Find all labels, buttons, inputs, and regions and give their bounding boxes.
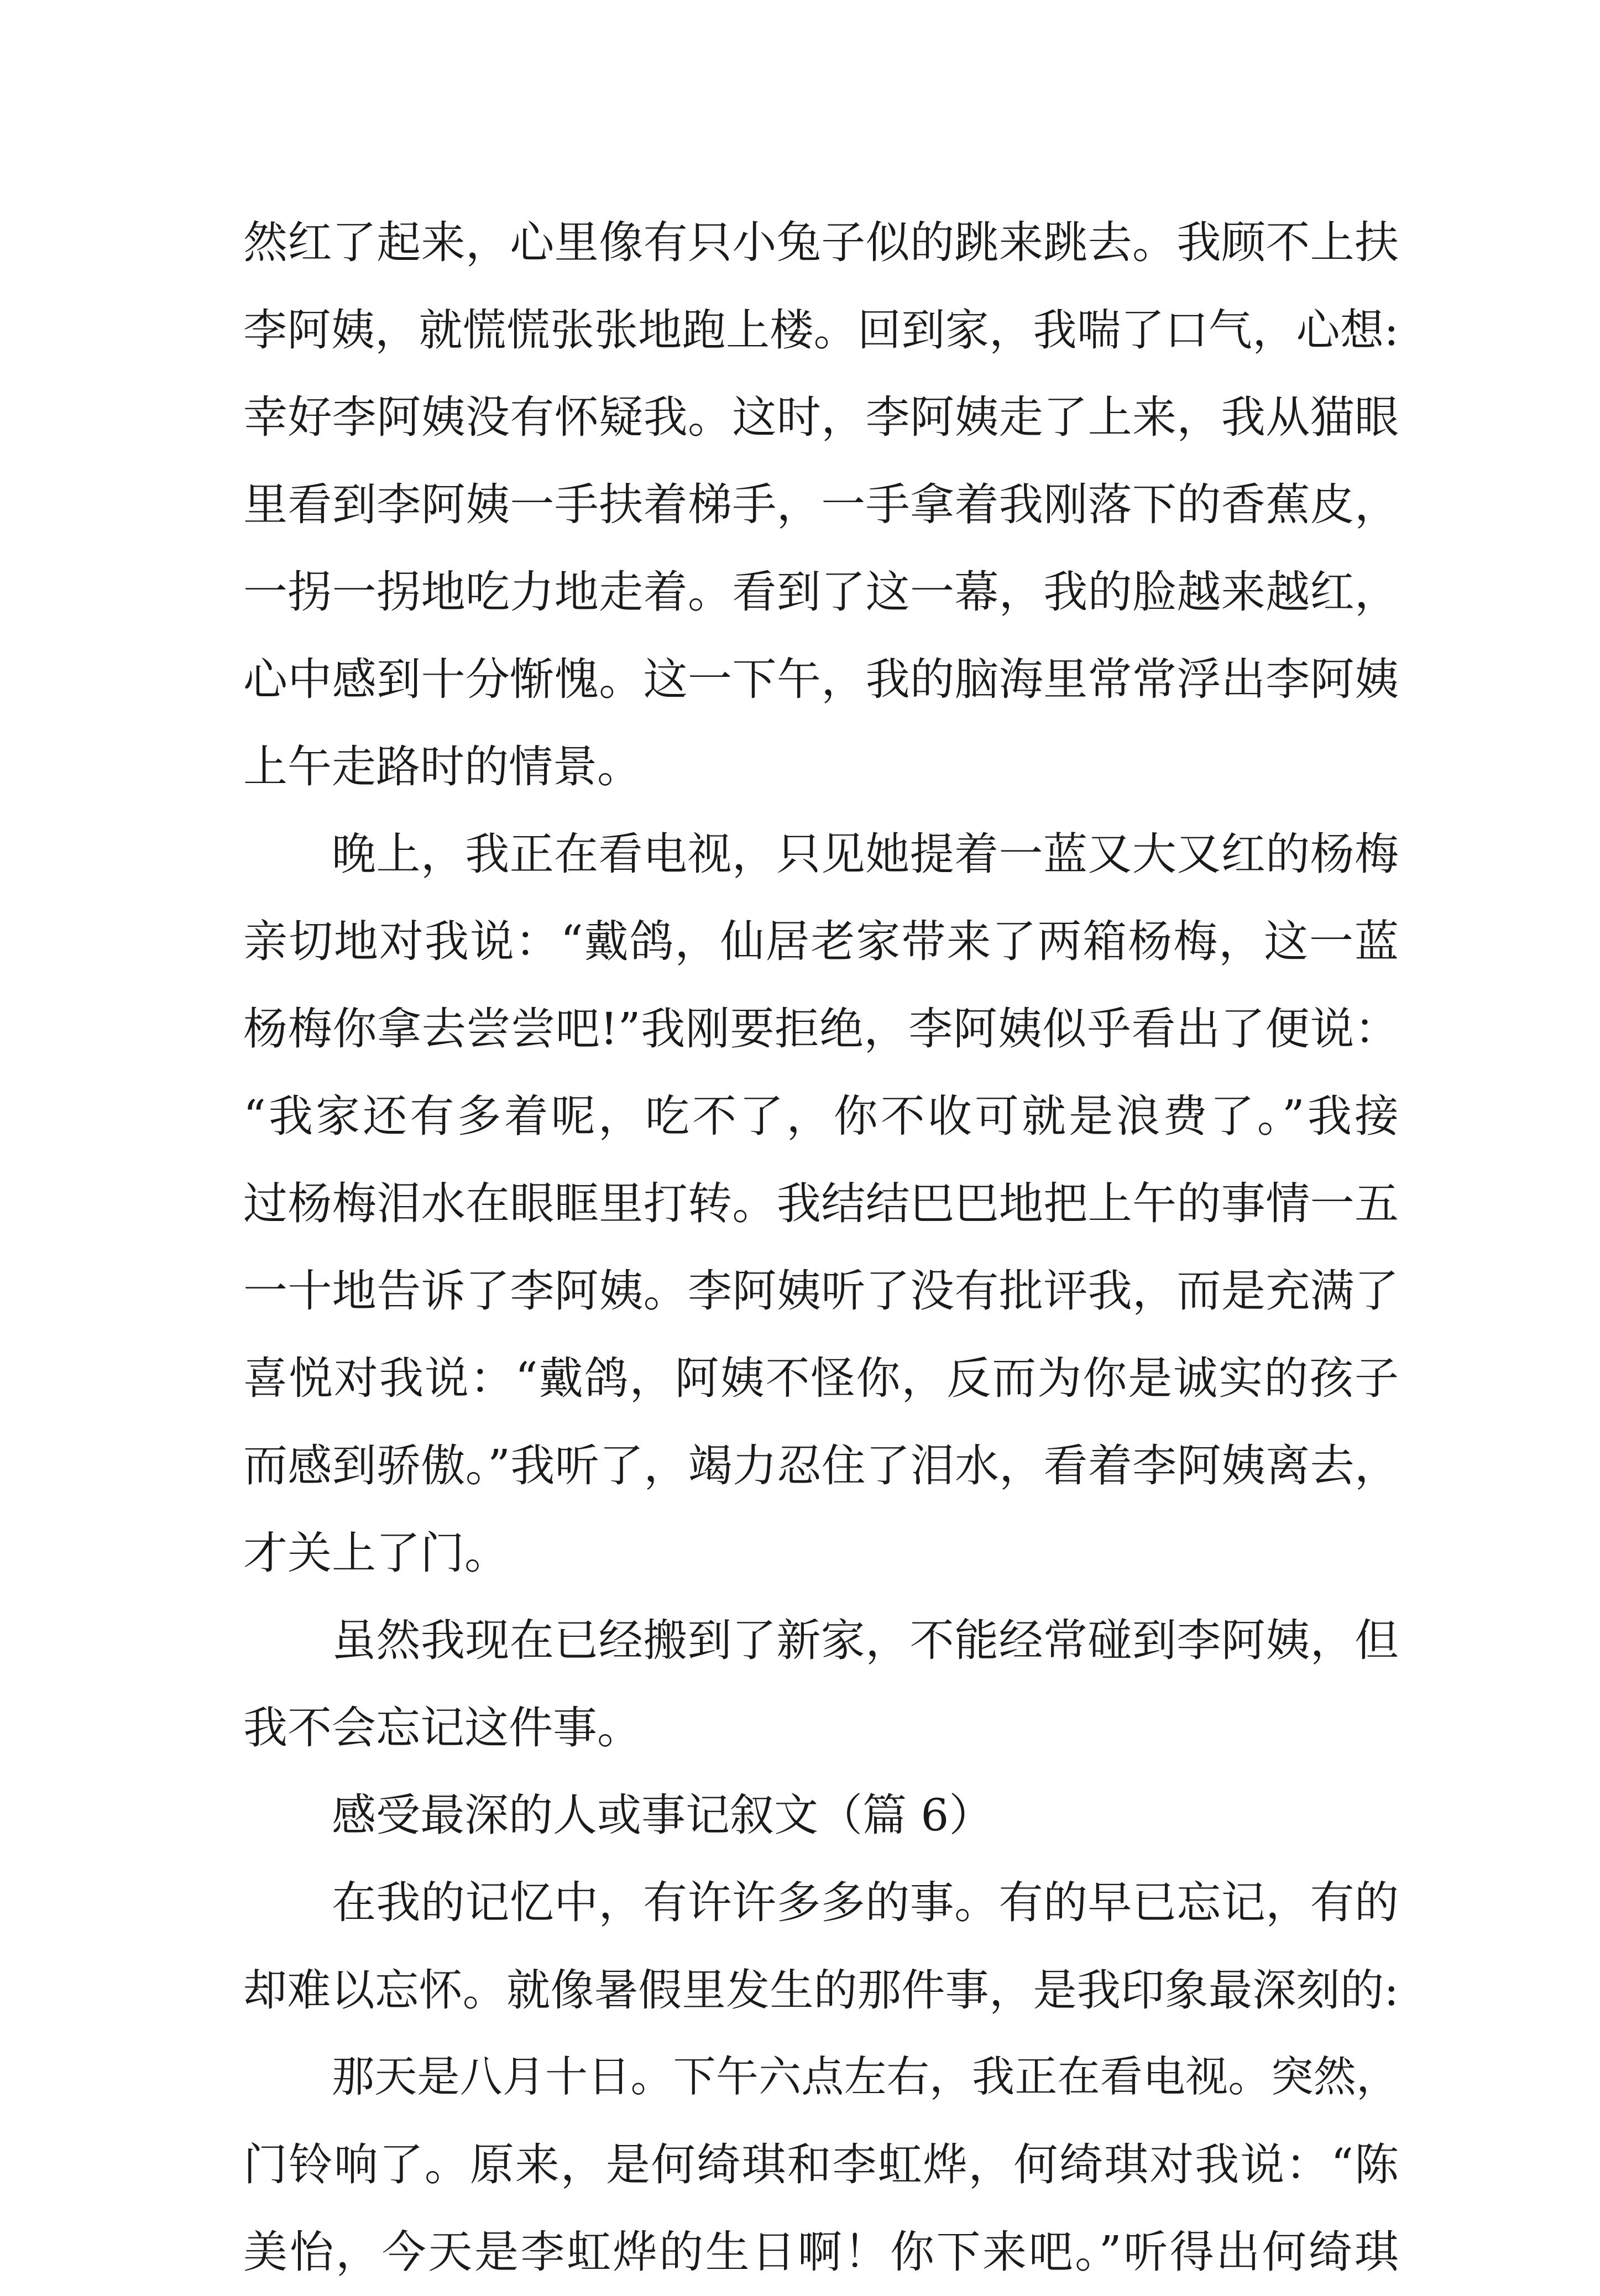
- text-line: “我家还有多着呢，吃不了，你不收可就是浪费了。”我接: [243, 1090, 1399, 1142]
- text-line: 门铃响了。原来，是何绮琪和李虹烨，何绮琪对我说：“陈: [243, 2139, 1399, 2190]
- paragraph-start-line: 晚上，我正在看电视，只见她提着一蓝又大又红的杨梅: [332, 828, 1399, 880]
- section-heading: 感受最深的人或事记叙文（篇 6）: [332, 1789, 994, 1841]
- text-line: 一拐一拐地吃力地走着。看到了这一幕，我的脸越来越红，: [243, 566, 1399, 618]
- text-line: 却难以忘怀。就像暑假里发生的那件事，是我印象最深刻的:: [243, 1965, 1399, 2016]
- text-line: 过杨梅泪水在眼眶里打转。我结结巴巴地把上午的事情一五: [243, 1178, 1399, 1229]
- body-text: [243, 199, 1399, 2296]
- text-line: 而感到骄傲。”我听了，竭力忍住了泪水，看着李阿姨离去，: [243, 1440, 1399, 1491]
- text-line: 美怡，今天是李虹烨的生日啊！你下来吧。”听得出何绮琪: [243, 2226, 1399, 2278]
- text-line: 李阿姨，就慌慌张张地跑上楼。回到家，我喘了口气，心想:: [243, 305, 1399, 356]
- text-line: 幸好李阿姨没有怀疑我。这时，李阿姨走了上来，我从猫眼: [243, 392, 1399, 443]
- text-line: 才关上了门。: [243, 1527, 509, 1579]
- text-line: 我不会忘记这件事。: [243, 1702, 641, 1754]
- text-line: 心中感到十分惭愧。这一下午，我的脑海里常常浮出李阿姨: [243, 654, 1399, 705]
- text-line: 上午走路时的情景。: [243, 741, 641, 792]
- paragraph-start-line: 那天是八月十日。下午六点左右，我正在看电视。突然，: [332, 2053, 1399, 2102]
- paragraph-start-line: 虽然我现在已经搬到了新家，不能经常碰到李阿姨，但: [332, 1615, 1399, 1666]
- text-line: 喜悦对我说：“戴鸽，阿姨不怪你，反而为你是诚实的孩子: [243, 1353, 1399, 1404]
- text-line: 然红了起来，心里像有只小兔子似的跳来跳去。我顾不上扶: [243, 217, 1399, 268]
- text-line: 一十地告诉了李阿姨。李阿姨听了没有批评我，而是充满了: [243, 1265, 1399, 1317]
- text-line: 里看到李阿姨一手扶着梯手，一手拿着我刚落下的香蕉皮，: [243, 479, 1399, 530]
- text-line: 杨梅你拿去尝尝吧!”我刚要拒绝，李阿姨似乎看出了便说：: [243, 1003, 1399, 1055]
- text-line: 亲切地对我说：“戴鸽，仙居老家带来了两箱杨梅，这一蓝: [243, 916, 1399, 967]
- paragraph-start-line: 在我的记忆中，有许许多多的事。有的早已忘记，有的: [332, 1877, 1399, 1928]
